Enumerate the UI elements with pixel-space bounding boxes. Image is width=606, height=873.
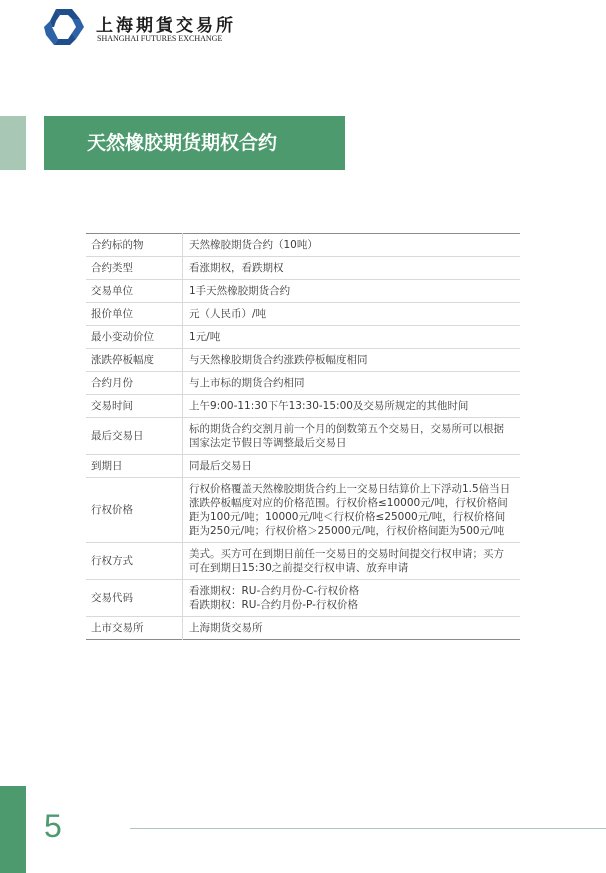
page-number: 5	[44, 808, 62, 844]
table-row	[86, 257, 520, 280]
spec-key: 上市交易所	[91, 622, 144, 634]
logo-mark-icon	[42, 6, 86, 48]
table-row	[86, 326, 520, 349]
footer-accent-bar	[0, 786, 26, 873]
spec-key: 最小变动价位	[86, 326, 183, 349]
spec-value: 标的期货合约交割月前一个月的倒数第五个交易日，交易所可以根据国家法定节假日等调整最后交易日	[183, 418, 521, 455]
table-row	[86, 303, 520, 326]
exchange-logo	[42, 6, 236, 48]
spec-value: 与上市标的期货合约相同	[183, 372, 521, 395]
spec-value: 行权价格覆盖天然橡胶期货合约上一交易日结算价上下浮动1.5倍当日涨跌停板幅度对应的价格范围。行权价格≤10000元/吨，行权价格间距为100元/吨；10000元/吨＜行权价格≤25000元/吨，行权价格间距为250元/吨；行权价格＞25000元/吨，行权价格间距为500元/吨	[183, 478, 521, 543]
spec-key: 行权方式	[86, 543, 183, 580]
spec-value: 1元/吨	[183, 326, 521, 349]
table-row	[86, 234, 520, 257]
logo-english-name: SHANGHAI FUTURES EXCHANGE	[97, 34, 223, 43]
spec-value: 同最后交易日	[183, 455, 521, 478]
table-row	[86, 478, 520, 543]
spec-key: 合约标的物	[86, 234, 183, 257]
side-tab-accent	[0, 116, 26, 170]
table-row	[86, 395, 520, 418]
contract-spec-table	[86, 233, 520, 640]
spec-value: 1手天然橡胶期货合约	[183, 280, 521, 303]
spec-key: 涨跌停板幅度	[86, 349, 183, 372]
spec-key: 行权价格	[86, 478, 183, 543]
spec-value: 美式。买方可在到期日前任一交易日的交易时间提交行权申请；买方可在到期日15:30之前提交行权申请、放弃申请	[183, 543, 521, 580]
spec-key: 最后交易日	[86, 418, 183, 455]
spec-key: 到期日	[86, 455, 183, 478]
table-row	[86, 372, 520, 395]
spec-key: 报价单位	[86, 303, 183, 326]
spec-key: 合约类型	[86, 257, 183, 280]
table-row	[86, 280, 520, 303]
section-title: 天然橡胶期货期权合约	[44, 116, 345, 170]
spec-value: 与天然橡胶期货合约涨跌停板幅度相同	[183, 349, 521, 372]
table-row	[86, 543, 520, 580]
spec-value: 上午9:00-11:30下午13:30-15:00及交易所规定的其他时间	[183, 395, 521, 418]
spec-value: 天然橡胶期货合约（10吨）	[183, 234, 521, 257]
spec-key: 合约月份	[86, 372, 183, 395]
spec-value: 上海期货交易所	[183, 617, 521, 640]
footer-rule	[130, 828, 606, 829]
table-row	[86, 455, 520, 478]
spec-value: 看涨期权：RU-合约月份-C-行权价格 看跌期权：RU-合约月份-P-行权价格	[183, 580, 521, 617]
spec-value: 看涨期权，看跌期权	[183, 257, 521, 280]
table-row	[86, 580, 520, 617]
spec-key: 交易代码	[86, 580, 183, 617]
spec-key: 交易单位	[86, 280, 183, 303]
table-row	[86, 418, 520, 455]
spec-value: 元（人民币）/吨	[183, 303, 521, 326]
table-row	[86, 349, 520, 372]
logo-chinese-name: 上海期貨交易所	[96, 16, 236, 36]
spec-key: 交易时间	[86, 395, 183, 418]
table-row	[86, 617, 520, 640]
